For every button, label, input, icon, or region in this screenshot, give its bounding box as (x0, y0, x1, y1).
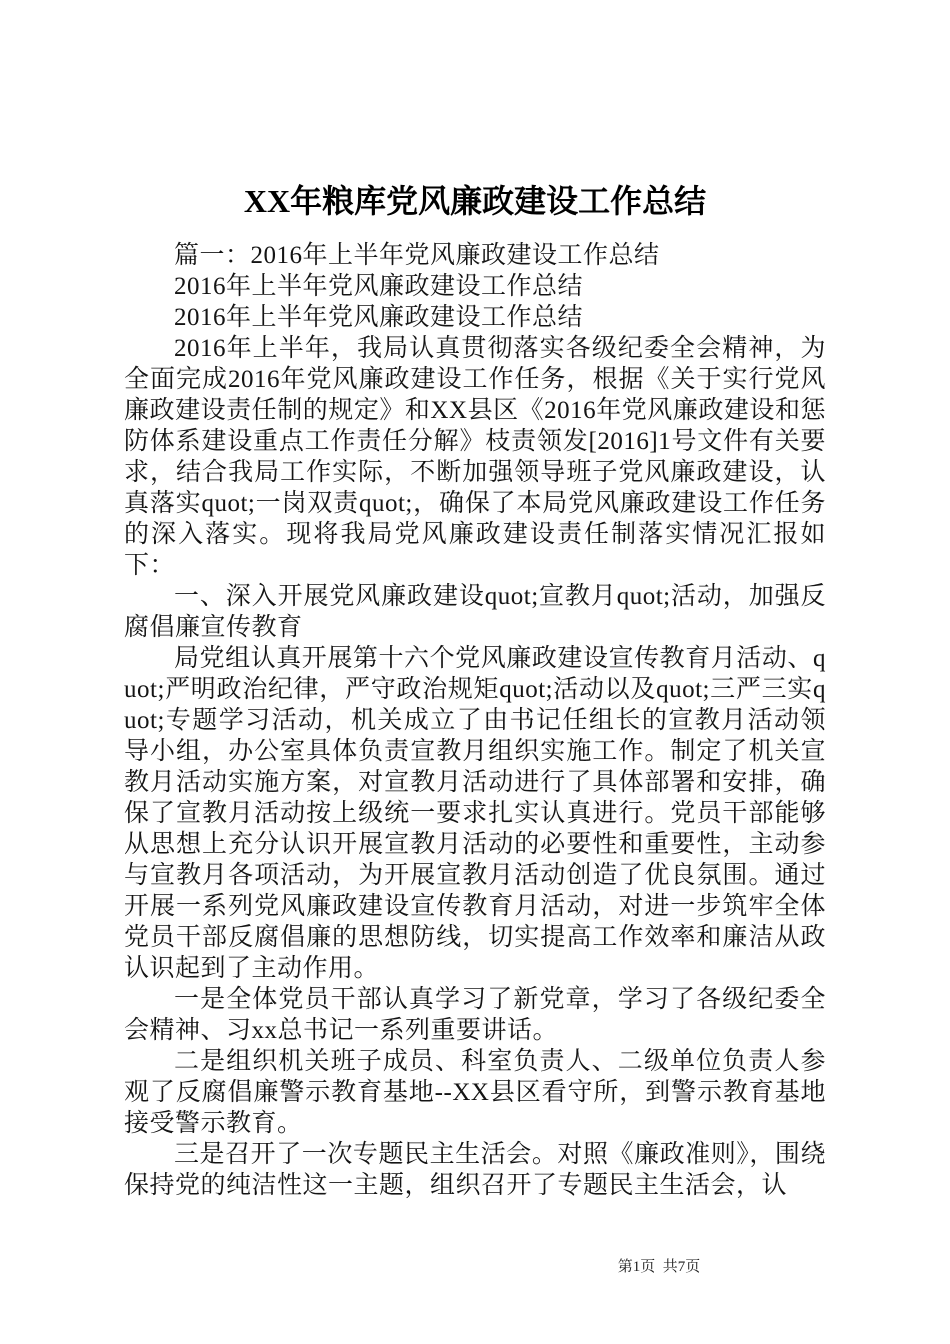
page-number-label: 第1页 共7页 (617, 1259, 701, 1275)
paragraph: 局党组认真开展第十六个党风廉政建设宣传教育月活动、quot;严明政治纪律，严守政治规矩quot;活动以及quot;三严三实quot;专题学习活动，机关成立了由书记任组长的宣教月活动领导小组，办公室具体负责宣教月组织实施工作。制定了机关宣教月活动实施方案，对宣教月活动进行了具体部署和安排，确保了宣教月活动按上级统一要求扎实认真进行。党员干部能够从思想上充分认识开展宣教月活动的必要性和重要性，主动参与宣教月各项活动，为开展宣教月活动创造了优良氛围。通过开展一系列党风廉政建设宣传教育月活动，对进一步筑牢全体党员干部反腐倡廉的思想防线，切实提高工作效率和廉洁从政认识起到了主动作用。 (124, 645, 826, 983)
paragraph: 一、深入开展党风廉政建设quot;宣教月quot;活动，加强反腐倡廉宣传教育 (124, 583, 826, 642)
page-footer (0, 1255, 950, 1276)
paragraph: 二是组织机关班子成员、科室负责人、二级单位负责人参观了反腐倡廉警示教育基地--XX县区看守所，到警示教育基地接受警示教育。 (124, 1048, 826, 1138)
document-body (124, 240, 826, 1201)
paragraph: 2016年上半年党风廉政建设工作总结 (174, 273, 584, 301)
paragraph: 篇一：2016年上半年党风廉政建设工作总结 (174, 242, 660, 270)
paragraph: 2016年上半年，我局认真贯彻落实各级纪委全会精神，为全面完成2016年党风廉政建设工作任务，根据《关于实行党风廉政建设责任制的规定》和XX县区《2016年党风廉政建设和惩防体系建设重点工作责任分解》枝责领发[2016]1号文件有关要求，结合我局工作实际，不断加强领导班子党风廉政建设，认真落实quot;一岗双责quot;，确保了本局党风廉政建设工作任务的深入落实。现将我局党风廉政建设责任制落实情况汇报如下： (124, 335, 826, 580)
paragraph: 一是全体党员干部认真学习了新党章，学习了各级纪委全会精神、习xx总书记一系列重要讲话。 (124, 986, 826, 1045)
document-title: XX年粮库党风廉政建设工作总结 (243, 183, 707, 219)
paragraph: 2016年上半年党风廉政建设工作总结 (174, 304, 584, 332)
paragraph: 三是召开了一次专题民主生活会。对照《廉政准则》，围绕保持党的纯洁性这一主题，组织召开了专题民主生活会，认 (124, 1141, 826, 1200)
